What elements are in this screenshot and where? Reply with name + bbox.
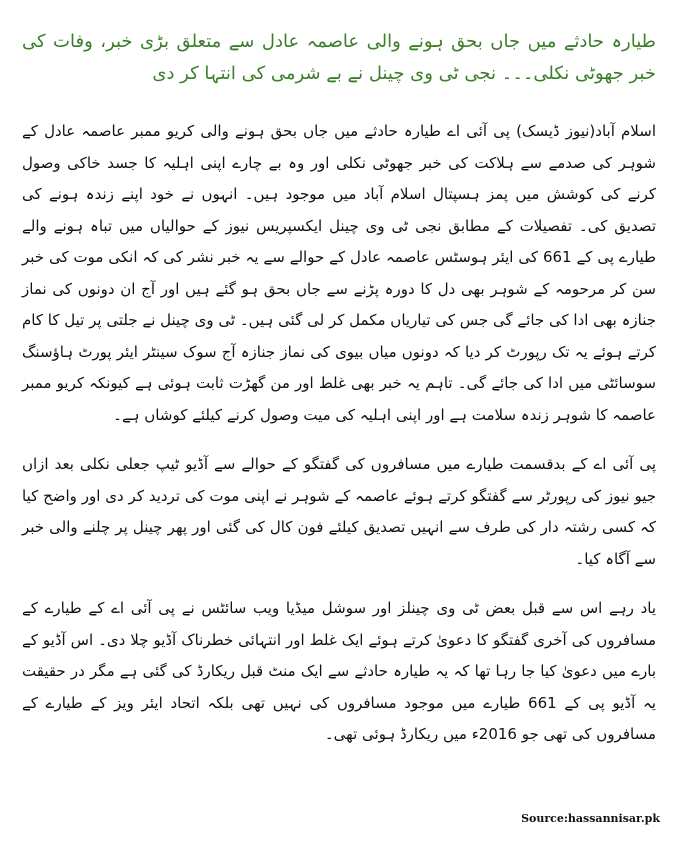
article-paragraph-2: پی آئی اے کے بدقسمت طیارے میں مسافروں کی گفتگو کے حوالے سے آڈیو ٹیپ جعلی نکلی بعد ازاں جیو نیوز کی رپورٹر سے گفتگو کرتے ہوئے عاصمہ کے شوہر نے اپنی موت کی تردید کر دی اور واضح کیا کہ کسی رشتہ دار کی طرف سے انہیں تصدیق کیلئے فون کال کی گئی اور پھر چینل پر چلنے والی خبر سے آگاہ کیا۔ [22,455,656,568]
article-paragraph-3: یاد رہے اس سے قبل بعض ٹی وی چینلز اور سوشل میڈیا ویب سائٹس نے پی آئی اے کے طیارے کے مسافروں کی آخری گفتگو کا دعویٰ کرتے ہوئے ایک غلط اور انتہائی خطرناک آڈیو چلا دی۔ اس آڈیو کے بارے میں دعویٰ کیا جا رہا تھا کہ یہ طیارہ حادثے سے ایک منٹ قبل ریکارڈ کی گئی ہے مگر در حقیقت یہ آڈیو پی کے 661 طیارے میں موجود مسافروں کی نہیں تھی بلکہ اتحاد ایئر ویز کے طیارے کے مسافروں کی تھی جو 2016ء میں ریکارڈ ہوئی تھی۔ [22,599,656,743]
source-credit: Source:hassannisar.pk [521,812,660,825]
article-headline: طیارہ حادثے میں جاں بحق ہونے والی عاصمہ عادل سے متعلق بڑی خبر، وفات کی خبر جھوٹی نکلی۔۔۔ نجی ٹی وی چینل نے بے شرمی کی انتہا کر دی [22,31,656,84]
article-paragraph-1: اسلام آباد(نیوز ڈیسک) پی آئی اے طیارہ حادثے میں جاں بحق ہونے والی کریو ممبر عاصمہ عادل کے شوہر کی صدمے سے ہلاکت کی خبر جھوٹی نکلی اور وہ بے چارے اپنی اہلیہ کا جسد خاکی وصول کرنے کی کوشش میں پمز ہسپتال اسلام آباد میں موجود ہیں۔ انہوں نے خود اپنے زندہ ہونے کی تصدیق کی۔ تفصیلات کے مطابق نجی ٹی وی چینل ایکسپریس نیوز کے حوالیاں میں تباہ ہونے والے طیارے پی کے 661 کی ایئر ہوسٹس عاصمہ عادل کے حوالے سے یہ خبر نشر کی کہ انکی موت کی خبر سن کر مرحومہ کے شوہر بھی دل کا دورہ پڑنے سے جاں بحق ہو گئے ہیں اور آج ان دونوں کی نماز جنازہ بھی ادا کی جائے گی جس کی تیاریاں مکمل کر لی گئی ہیں۔ ٹی وی چینل نے جلتی پر تیل کا کام کرتے ہوئے یہ تک رپورٹ کر دیا کہ دونوں میاں بیوی کی نماز جنازہ آج سوک سینٹر ایئر پورٹ ہاؤسنگ سوسائٹی میں ادا کی جائے گی۔ تاہم یہ خبر بھی غلط اور من گھڑت ثابت ہوئی ہے کیونکہ کریو ممبر عاصمہ کا شوہر زندہ سلامت ہے اور اپنی اہلیہ کی میت وصول کرنے کیلئے کوشاں ہے۔ [22,122,656,424]
